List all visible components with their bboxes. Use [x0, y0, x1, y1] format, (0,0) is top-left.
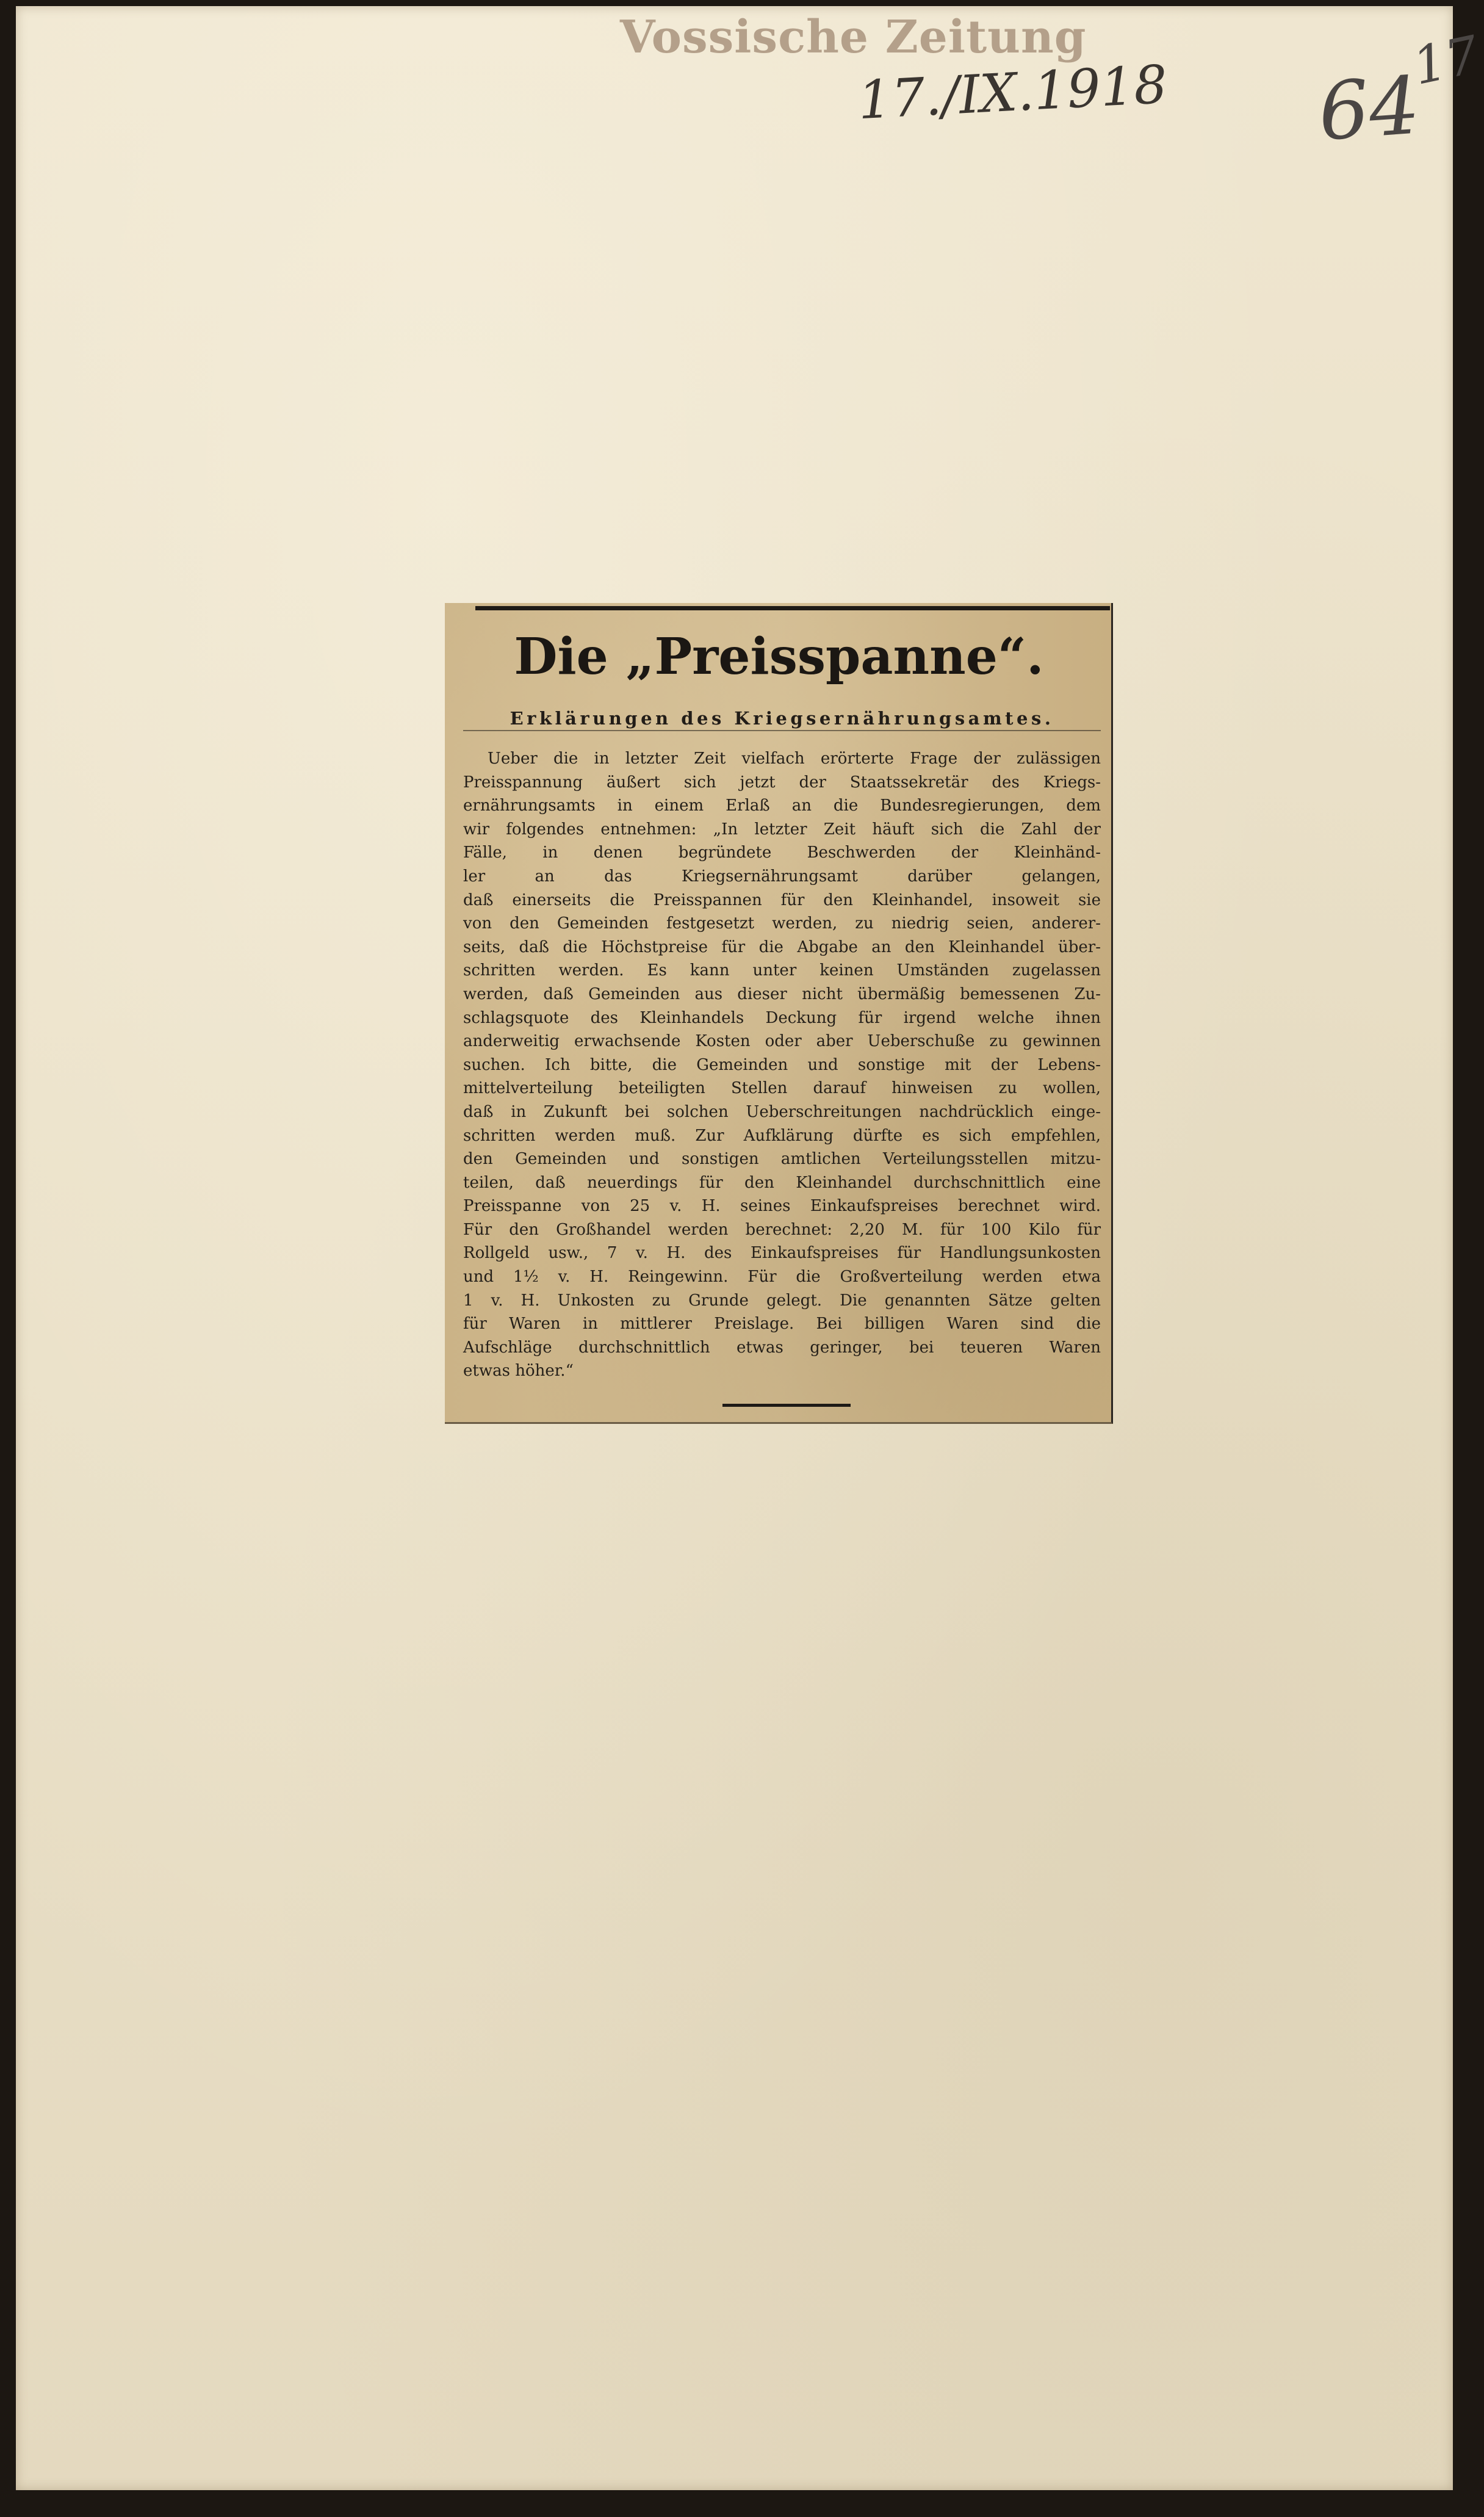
article-line: suchen. Ich bitte, die Gemeinden und sonstige mit der Lebens- [463, 1055, 1101, 1074]
article-line: Rollgeld usw., 7 v. H. des Einkaufspreises für Handlungsunkosten [463, 1244, 1101, 1263]
article-line: wir folgendes entnehmen: „In letzter Zeit häuft sich die Zahl der [463, 820, 1101, 839]
handwritten-folio-number: 64 [1315, 59, 1423, 159]
article-line: Für den Großhandel werden berechnet: 2,20 M. für 100 Kilo für [463, 1220, 1101, 1239]
article-line: werden, daß Gemeinden aus dieser nicht übermäßig bemessenen Zu- [463, 984, 1101, 1003]
article-headline: Die „Preisspanne“. [514, 627, 1044, 686]
article-line: Aufschläge durchschnittlich etwas geringer, bei teueren Waren [463, 1338, 1101, 1357]
article-line: Preisspannung äußert sich jetzt der Staatssekretär des Kriegs- [463, 773, 1101, 792]
article-line: schritten werden muß. Zur Aufklärung dürfte es sich empfehlen, [463, 1126, 1101, 1145]
newspaper-clipping [445, 603, 1113, 1424]
article-line: teilen, daß neuerdings für den Kleinhandel durchschnittlich eine [463, 1173, 1101, 1192]
article-line: anderweitig erwachsende Kosten oder aber Ueberschuße zu gewinnen [463, 1032, 1101, 1051]
newspaper-stamp: Vossische Zeitung [620, 11, 1087, 63]
article-line: ler an das Kriegsernährungsamt darüber gelangen, [463, 867, 1101, 886]
top-rule [475, 606, 1110, 610]
end-rule [722, 1404, 851, 1407]
article-subheadline: Erklärungen des Kriegsernährungsamtes. [510, 708, 1054, 729]
article-body [463, 747, 1101, 1383]
subheadline-rule [463, 730, 1101, 731]
article-line: schritten werden. Es kann unter keinen Umständen zugelassen [463, 961, 1101, 980]
article-line: etwas höher.“ [463, 1362, 574, 1381]
article-line: schlagsquote des Kleinhandels Deckung für irgend welche ihnen [463, 1008, 1101, 1027]
article-line: und 1½ v. H. Reingewinn. Für die Großverteilung werden etwa [463, 1268, 1101, 1287]
article-line: für Waren in mittlerer Preislage. Bei billigen Waren sind die [463, 1315, 1101, 1334]
article-line: daß in Zukunft bei solchen Ueberschreitungen nachdrücklich einge- [463, 1102, 1101, 1121]
article-line: seits, daß die Höchstpreise für die Abgabe an den Kleinhandel über- [463, 937, 1101, 956]
handwritten-page-number: 17 [1407, 24, 1484, 97]
article-line: von den Gemeinden festgesetzt werden, zu niedrig seien, anderer- [463, 914, 1101, 933]
article-line: den Gemeinden und sonstigen amtlichen Verteilungsstellen mitzu- [463, 1150, 1101, 1169]
article-line: Fälle, in denen begründete Beschwerden der Kleinhänd- [463, 843, 1101, 862]
article-line: 1 v. H. Unkosten zu Grunde gelegt. Die genannten Sätze gelten [463, 1291, 1101, 1310]
archive-sheet [16, 6, 1484, 2490]
article-line: mittelverteilung beteiligten Stellen darauf hinweisen zu wollen, [463, 1079, 1101, 1098]
article-line: Ueber die in letzter Zeit vielfach erörterte Frage der zulässigen [488, 749, 1101, 768]
article-line: daß einerseits die Preisspannen für den Kleinhandel, insoweit sie [463, 890, 1101, 909]
article-line: Preisspanne von 25 v. H. seines Einkaufspreises berechnet wird. [463, 1197, 1101, 1216]
handwritten-date: 17./IX.1918 [856, 54, 1169, 132]
article-line: ernährungsamts in einem Erlaß an die Bundesregierungen, dem [463, 796, 1101, 815]
